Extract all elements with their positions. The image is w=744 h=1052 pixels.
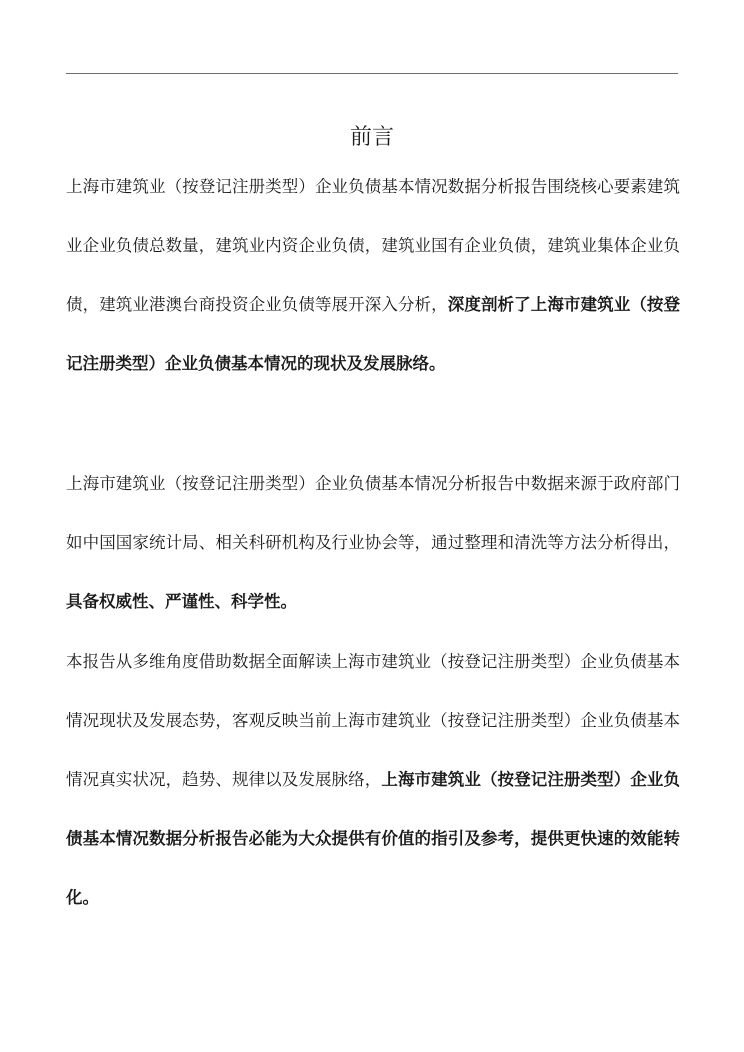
paragraph-1 <box>66 157 680 393</box>
header-divider <box>66 73 678 74</box>
paragraph-3-emphasis: 上海市建筑业（按登记注册类型）企业负债基本情况数据分析报告必能为大众提供有价值的指引及参考，提供更快速的效能转化。 <box>66 770 681 907</box>
paragraph-2 <box>66 454 680 631</box>
paragraph-2-emphasis: 具备权威性、严谨性、科学性。 <box>66 592 297 611</box>
paragraph-2-text: 上海市建筑业（按登记注册类型）企业负债基本情况分析报告中数据来源于政府部门如中国国家统计局、相关科研机构及行业协会等，通过整理和清洗等方法分析得出， <box>66 474 680 552</box>
paragraph-1-text: 上海市建筑业（按登记注册类型）企业负债基本情况数据分析报告围绕核心要素建筑业企业负债总数量，建筑业内资企业负债，建筑业国有企业负债，建筑业集体企业负债，建筑业港澳台商投资企业负债等展开深入分析， <box>66 177 680 314</box>
paragraph-1-emphasis: 深度剖析了上海市建筑业（按登记注册类型）企业负债基本情况的现状及发展脉络。 <box>66 295 681 373</box>
paragraph-3 <box>66 632 680 927</box>
paragraph-3-text: 本报告从多维角度借助数据全面解读上海市建筑业（按登记注册类型）企业负债基本情况现状及发展态势，客观反映当前上海市建筑业（按登记注册类型）企业负债基本情况真实状况，趋势、规律以及发展脉络， <box>66 652 680 789</box>
page-title: 前言 <box>349 124 394 150</box>
